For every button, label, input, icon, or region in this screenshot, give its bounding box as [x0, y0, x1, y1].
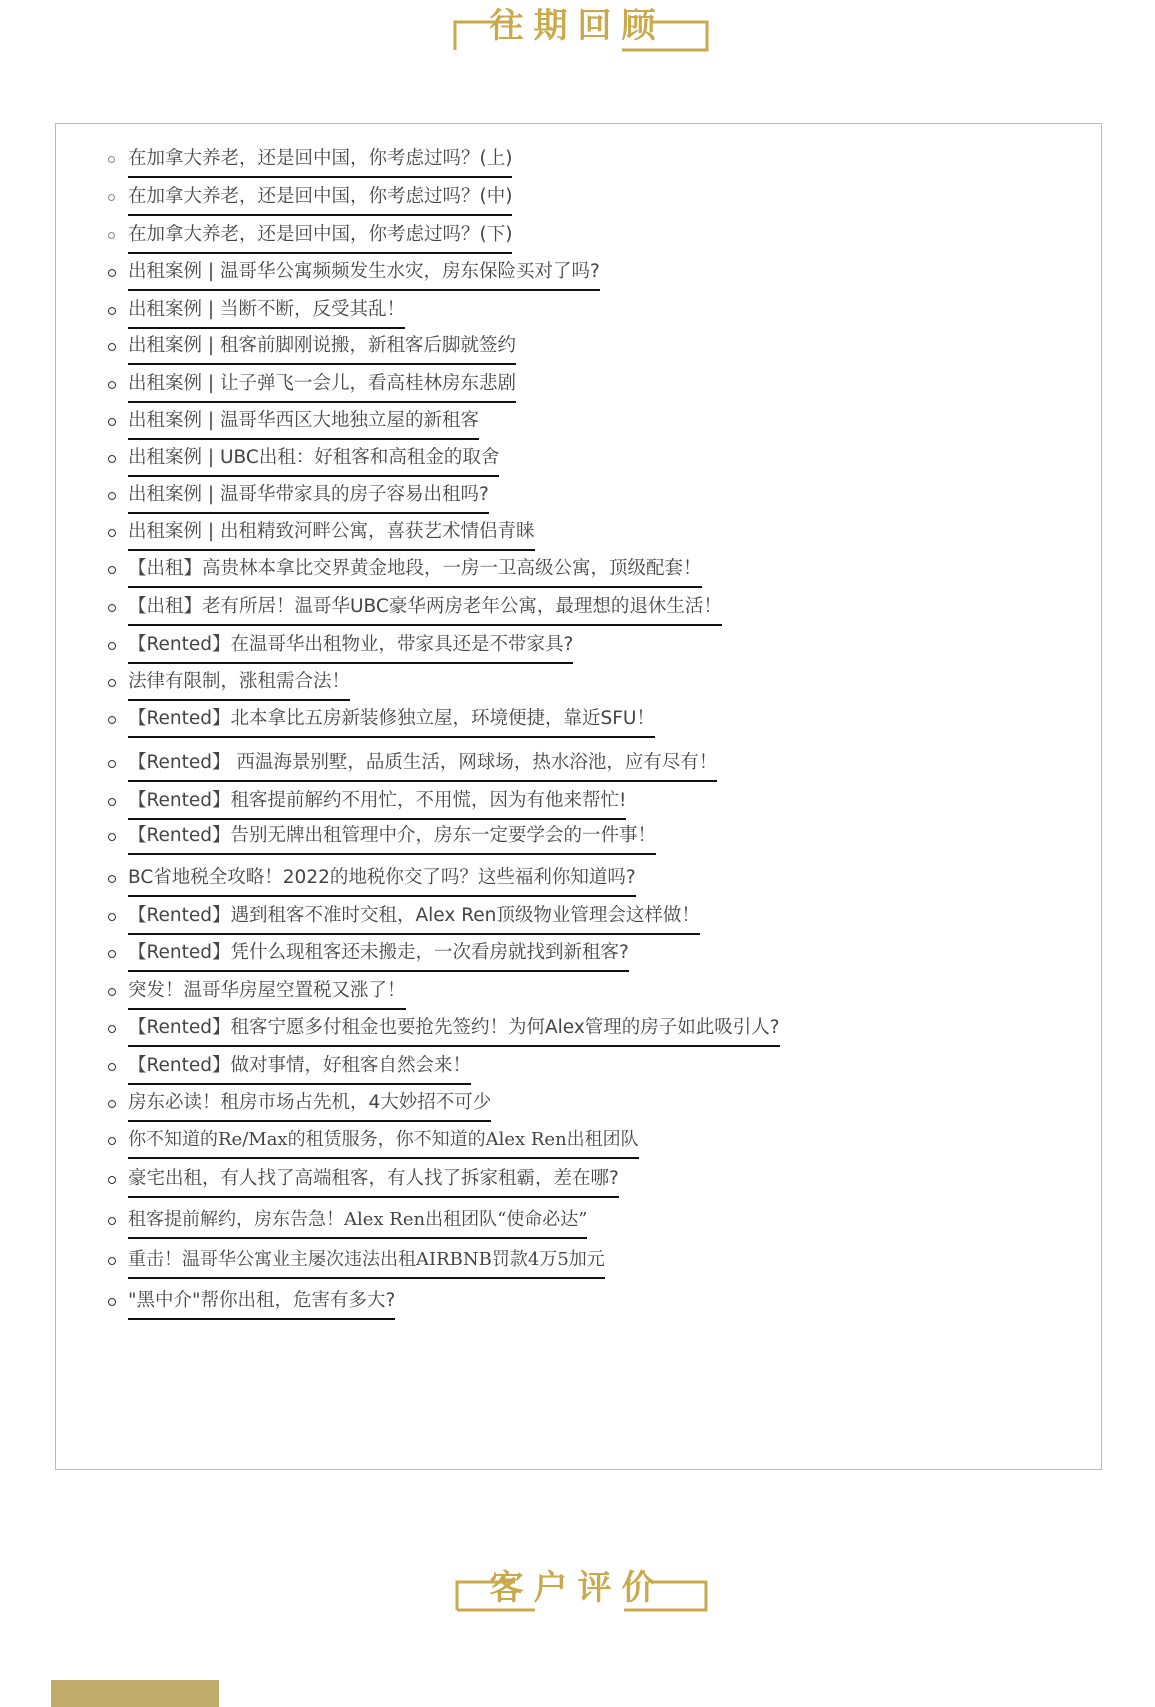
- review-tab-block[interactable]: [51, 1680, 219, 1707]
- bullet-icon: [108, 716, 116, 724]
- client-reviews-title: 客户评价: [489, 1568, 666, 1608]
- article-link[interactable]: 出租案例 | 温哥华西区大地独立屋的新租客: [128, 406, 479, 440]
- article-link[interactable]: 出租案例 | 租客前脚刚说搬，新租客后脚就签约: [128, 331, 516, 365]
- article-link[interactable]: 在加拿大养老，还是回中国，你考虑过吗？(下): [128, 220, 512, 254]
- bullet-icon: [108, 194, 115, 201]
- article-link[interactable]: 在加拿大养老，还是回中国，你考虑过吗？(上): [128, 144, 512, 178]
- bullet-icon: [108, 343, 116, 351]
- article-link[interactable]: 【Rented】遇到租客不准时交租，Alex Ren顶级物业管理会这样做！: [128, 901, 700, 935]
- article-link[interactable]: 豪宅出租，有人找了高端租客，有人找了拆家租霸，差在哪?: [128, 1164, 619, 1198]
- bullet-icon: [108, 798, 116, 806]
- bullet-icon: [108, 1025, 116, 1033]
- bullet-icon: [108, 492, 116, 500]
- article-link[interactable]: 出租案例 | 温哥华带家具的房子容易出租吗?: [128, 480, 489, 514]
- article-link[interactable]: 房东必读！租房市场占先机，4大妙招不可少: [128, 1088, 491, 1122]
- bullet-icon: [108, 269, 116, 277]
- bullet-icon: [108, 760, 116, 768]
- past-articles-heading: [0, 0, 1155, 52]
- article-link[interactable]: 租客提前解约，房东告急！Alex Ren出租团队“使命必达”: [128, 1205, 587, 1239]
- bullet-icon: [108, 156, 115, 163]
- article-link[interactable]: 你不知道的Re/Max的租赁服务，你不知道的Alex Ren出租团队: [128, 1125, 639, 1159]
- bullet-icon: [108, 1217, 116, 1225]
- bullet-icon: [108, 1298, 116, 1306]
- bullet-icon: [108, 232, 115, 239]
- bullet-icon: [108, 875, 116, 883]
- bullet-icon: [108, 642, 116, 650]
- article-link[interactable]: 【Rented】北本拿比五房新装修独立屋，环境便捷，靠近SFU！: [128, 704, 655, 738]
- article-link[interactable]: 出租案例 | 出租精致河畔公寓，喜获艺术情侣青睐: [128, 517, 535, 551]
- bullet-icon: [108, 1137, 116, 1145]
- bullet-icon: [108, 529, 116, 537]
- article-link[interactable]: 【Rented】告别无牌出租管理中介，房东一定要学会的一件事！: [128, 821, 656, 855]
- article-link[interactable]: 出租案例 | 温哥华公寓频频发生水灾，房东保险买对了吗?: [128, 257, 600, 291]
- bullet-icon: [108, 988, 116, 996]
- bullet-icon: [108, 307, 116, 315]
- article-link[interactable]: 【Rented】在温哥华出租物业，带家具还是不带家具?: [128, 630, 573, 664]
- bullet-icon: [108, 1100, 116, 1108]
- client-reviews-heading: [0, 1560, 1155, 1620]
- article-link[interactable]: 突发！温哥华房屋空置税又涨了！: [128, 976, 406, 1010]
- bullet-icon: [108, 1176, 116, 1184]
- bullet-icon: [108, 418, 116, 426]
- bullet-icon: [108, 950, 116, 958]
- article-link[interactable]: 【出租】高贵林本拿比交界黄金地段，一房一卫高级公寓，顶级配套！: [128, 554, 702, 588]
- article-link[interactable]: 出租案例 | 让子弹飞一会儿，看高桂林房东悲剧: [128, 369, 516, 403]
- article-link[interactable]: 【出租】老有所居！温哥华UBC豪华两房老年公寓，最理想的退休生活！: [128, 592, 722, 626]
- bullet-icon: [108, 604, 116, 612]
- past-articles-title: 往期回顾: [489, 6, 666, 46]
- bullet-icon: [108, 913, 116, 921]
- bullet-icon: [108, 381, 116, 389]
- article-link[interactable]: 出租案例 | UBC出租：好租客和高租金的取舍: [128, 443, 499, 477]
- article-link[interactable]: 【Rented】租客提前解约不用忙，不用慌，因为有他来帮忙!: [128, 786, 626, 820]
- article-link[interactable]: 【Rented】凭什么现租客还未搬走，一次看房就找到新租客?: [128, 938, 629, 972]
- bullet-icon: [108, 455, 116, 463]
- bullet-icon: [108, 1063, 116, 1071]
- bullet-icon: [108, 833, 116, 841]
- article-link[interactable]: 在加拿大养老，还是回中国，你考虑过吗？(中): [128, 182, 512, 216]
- article-link[interactable]: BC省地税全攻略！2022的地税你交了吗？这些福利你知道吗?: [128, 863, 636, 897]
- article-link[interactable]: 重击！温哥华公寓业主屡次违法出租AIRBNB罚款4万5加元: [128, 1245, 605, 1279]
- bullet-icon: [108, 566, 116, 574]
- bullet-icon: [108, 679, 116, 687]
- article-link[interactable]: "黑中介"帮你出租，危害有多大?: [128, 1286, 395, 1320]
- article-link[interactable]: 【Rented】做对事情，好租客自然会来！: [128, 1051, 471, 1085]
- article-link[interactable]: 【Rented】 西温海景别墅，品质生活，网球场，热水浴池，应有尽有！: [128, 748, 717, 782]
- article-link[interactable]: 【Rented】租客宁愿多付租金也要抢先签约！为何Alex管理的房子如此吸引人?: [128, 1013, 780, 1047]
- article-link[interactable]: 出租案例 | 当断不断，反受其乱！: [128, 295, 405, 329]
- bullet-icon: [108, 1257, 116, 1265]
- article-link[interactable]: 法律有限制，涨租需合法！: [128, 667, 350, 701]
